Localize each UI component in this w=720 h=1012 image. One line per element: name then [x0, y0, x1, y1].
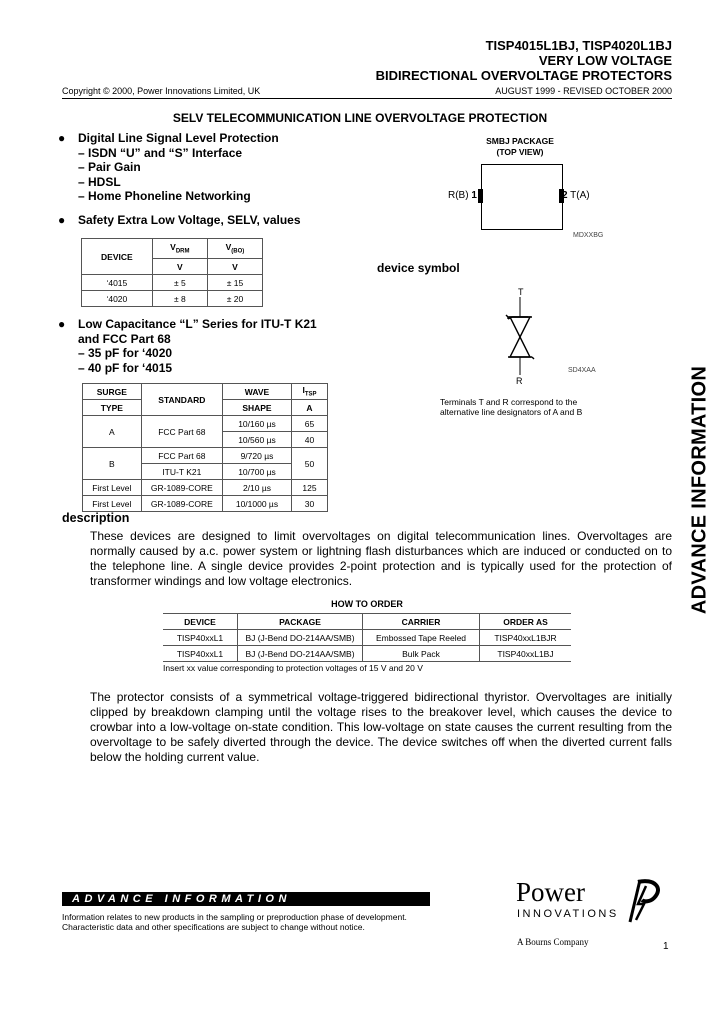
copyright: Copyright © 2000, Power Innovations Limited, UK — [62, 86, 261, 96]
vbo-subscript: (BO) — [231, 248, 245, 255]
table-row — [83, 480, 328, 496]
terminal-note-line: alternative line designators of A and B — [440, 407, 583, 417]
table-cell: Embossed Tape Reeled — [363, 630, 480, 646]
table-cell: BJ (J-Bend DO-214AA/SMB) — [238, 630, 363, 646]
table-cell: 40 — [291, 432, 327, 448]
table-cell: 65 — [291, 416, 327, 432]
table-cell: 10/560 µs — [222, 432, 291, 448]
package-view-label: (TOP VIEW) — [496, 147, 544, 157]
table-cell: GR-1089-CORE — [141, 480, 222, 496]
order-header-order-as: ORDER AS — [480, 614, 572, 630]
table-cell: FCC Part 68 — [141, 448, 222, 464]
feature-selv: Safety Extra Low Voltage, SELV, values — [78, 213, 301, 227]
table-cell: ± 20 — [207, 291, 262, 307]
feature-list-1 — [58, 131, 279, 204]
thyristor-symbol-icon — [500, 297, 540, 377]
pin2-label — [562, 190, 590, 201]
power-innovations-logo-icon — [624, 878, 664, 924]
package-title-line: SMBJ PACKAGE — [486, 136, 554, 146]
advance-information-banner: ADVANCE INFORMATION — [62, 892, 430, 906]
table-row — [163, 646, 571, 662]
table-cell: 10/700 µs — [222, 464, 291, 480]
table-cell: ± 15 — [207, 275, 262, 291]
pin-1 — [478, 189, 483, 203]
table-cell: TISP40xxL1 — [163, 646, 238, 662]
table-cell: TISP40xxL1 — [163, 630, 238, 646]
table-cell: 10/160 µs — [222, 416, 291, 432]
feature-item: – Home Phoneline Networking — [78, 189, 251, 203]
table-cell: 30 — [291, 496, 327, 512]
table-row — [82, 291, 263, 307]
feature-item: and FCC Part 68 — [78, 331, 171, 346]
table-row — [163, 630, 571, 646]
itsp-subscript: TSP — [304, 391, 317, 398]
table-cell: 125 — [291, 480, 327, 496]
table-cell: 10/1000 µs — [222, 496, 291, 512]
order-note: Insert xx value corresponding to protection voltages of 15 V and 20 V — [163, 663, 423, 673]
terminal-note — [440, 397, 582, 417]
selv-header-vbo — [207, 239, 262, 259]
table-row — [82, 275, 263, 291]
table-row — [83, 496, 328, 512]
table-cell: TISP40xxL1BJR — [480, 630, 572, 646]
bullet-icon: ● — [58, 317, 66, 331]
pin1-label — [448, 190, 477, 201]
package-title — [460, 136, 580, 158]
selv-header-device: DEVICE — [82, 239, 153, 275]
selv-table — [81, 238, 263, 307]
table-cell: GR-1089-CORE — [141, 496, 222, 512]
surge-table — [82, 383, 328, 512]
table-cell: ‘4020 — [82, 291, 153, 307]
order-table — [163, 613, 571, 662]
table-row — [83, 448, 328, 464]
description-paragraph-2: The protector consists of a symmetrical voltage-triggered bidirectional thyristor. Overvoltages are initially clipped by breakdown clamping until the voltage rises to the breakover level, which causes the device to crowbar into a low-voltage on-state condition. This low-voltage on state causes the current resulting from the overvoltage to be safely diverted through the device. The device switches off when the diverted current falls below the holding current value. — [90, 690, 672, 764]
feature-item: – Pair Gain — [78, 160, 141, 174]
symbol-t-label: T — [518, 287, 524, 297]
device-symbol-title: device symbol — [377, 261, 460, 275]
description-paragraph-1: These devices are designed to limit overvoltages on digital telecommunication lines. Overvoltages are normally caused by a.c. power system or lightning flash disturbances which are induced or conducted on to the telephone line. A single device provides 2-point protection and is typically used for the protection of transformer windings and low voltage electronics. — [90, 529, 672, 588]
table-cell: FCC Part 68 — [141, 416, 222, 448]
order-header-device: DEVICE — [163, 614, 238, 630]
feature-low-capacitance: Low Capacitance “L” Series for ITU-T K21 — [78, 317, 317, 331]
logo-power: Power — [516, 877, 585, 907]
pin2-number: 2 — [562, 190, 568, 201]
order-header-package: PACKAGE — [238, 614, 363, 630]
page-number: 1 — [663, 941, 669, 952]
logo-innovations: INNOVATIONS — [517, 908, 619, 920]
table-cell: First Level — [83, 496, 142, 512]
bullet-icon: ● — [58, 131, 66, 145]
surge-header-surge: SURGE — [83, 384, 142, 400]
feature-item: – HDSL — [78, 174, 121, 189]
selv-unit: V — [152, 259, 207, 275]
feature-list-3 — [58, 317, 317, 375]
selv-unit: V — [207, 259, 262, 275]
feature-digital-line: Digital Line Signal Level Protection — [78, 131, 279, 145]
itsp-symbol: I — [302, 385, 305, 396]
package-outline — [481, 164, 563, 230]
feature-item: – 40 pF for ‘4015 — [78, 360, 173, 375]
surge-header-wave: WAVE — [222, 384, 291, 400]
document-title: BIDIRECTIONAL OVERVOLTAGE PROTECTORS — [375, 68, 672, 83]
header-rule — [62, 98, 672, 99]
section-title: SELV TELECOMMUNICATION LINE OVERVOLTAGE PROTECTION — [172, 111, 548, 125]
table-cell: TISP40xxL1BJ — [480, 646, 572, 662]
table-cell: ITU-T K21 — [141, 464, 222, 480]
table-cell: ± 8 — [152, 291, 207, 307]
description-heading: description — [62, 511, 130, 525]
footer-note — [62, 912, 407, 932]
document-subtitle: VERY LOW VOLTAGE — [538, 53, 672, 68]
order-title: HOW TO ORDER — [331, 599, 403, 609]
selv-header-vdrm — [152, 239, 207, 259]
table-cell: ‘4015 — [82, 275, 153, 291]
table-cell: ± 5 — [152, 275, 207, 291]
surge-header-shape: SHAPE — [222, 400, 291, 416]
footer-note-line: Characteristic data and other specifications are subject to change without notice. — [62, 922, 365, 932]
vdrm-symbol: V — [170, 242, 176, 253]
pin1-name: R(B) — [448, 190, 469, 201]
vdrm-subscript: DRM — [175, 248, 190, 255]
package-code: MDXXBG — [573, 232, 604, 239]
table-cell: B — [83, 448, 142, 480]
symbol-code: SD4XAA — [568, 367, 596, 374]
table-cell: First Level — [83, 480, 142, 496]
surge-header-unit: A — [291, 400, 327, 416]
feature-item: – 35 pF for ‘4020 — [78, 346, 173, 360]
revision-date: AUGUST 1999 - REVISED OCTOBER 2000 — [495, 86, 672, 96]
symbol-r-label: R — [516, 376, 523, 386]
table-cell: 50 — [291, 448, 327, 480]
document-part-numbers: TISP4015L1BJ, TISP4020L1BJ — [485, 38, 672, 53]
surge-header-itsp — [291, 384, 327, 400]
side-advance-information: ADVANCE INFORMATION — [688, 365, 711, 615]
order-header-carrier: CARRIER — [363, 614, 480, 630]
pin1-number: 1 — [471, 190, 477, 201]
surge-header-type: TYPE — [83, 400, 142, 416]
table-cell: 9/720 µs — [222, 448, 291, 464]
feature-item: – ISDN “U” and “S” Interface — [78, 145, 243, 160]
vbo-symbol: V — [225, 242, 232, 253]
logo-bourns: A Bourns Company — [517, 937, 589, 947]
surge-header-standard: STANDARD — [141, 384, 222, 416]
table-row — [83, 416, 328, 432]
terminal-note-line: Terminals T and R correspond to the — [440, 397, 578, 407]
feature-list-2 — [58, 213, 301, 228]
bullet-icon: ● — [58, 213, 66, 227]
table-cell: A — [83, 416, 142, 448]
pin2-name: T(A) — [570, 190, 590, 201]
table-cell: BJ (J-Bend DO-214AA/SMB) — [238, 646, 363, 662]
table-cell: 2/10 µs — [222, 480, 291, 496]
table-cell: Bulk Pack — [363, 646, 480, 662]
footer-note-line: Information relates to new products in the sampling or preproduction phase of development. — [62, 912, 407, 922]
